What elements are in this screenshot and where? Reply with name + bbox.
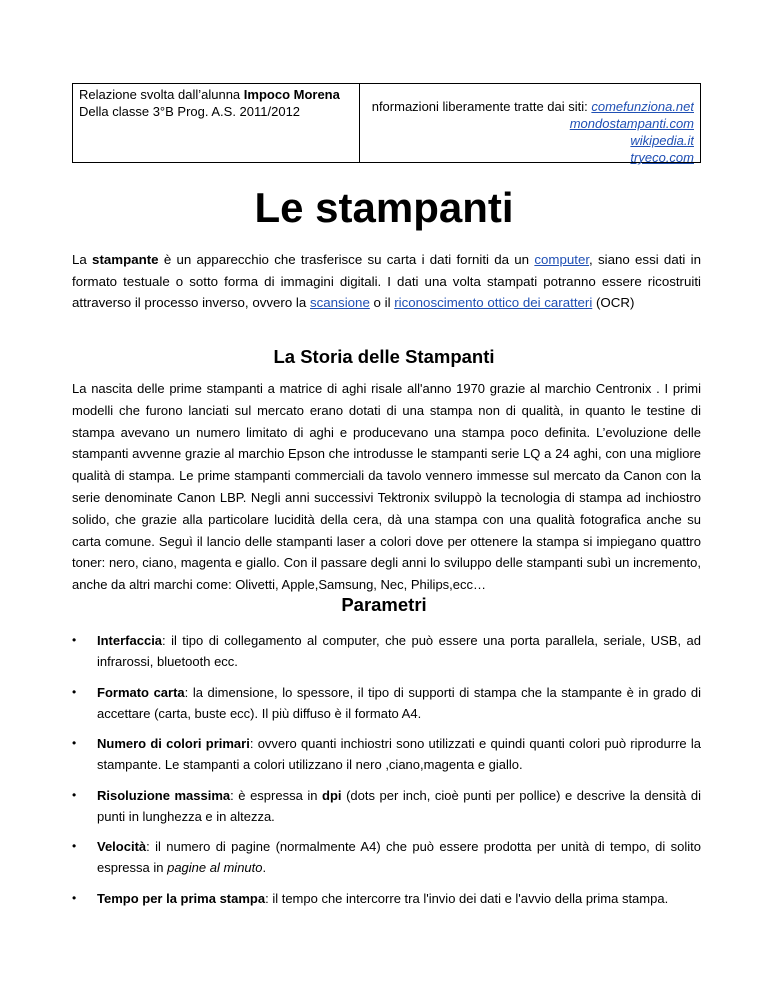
class-line: Della classe 3°B Prog. A.S. 2011/2012 <box>79 104 301 119</box>
bullet-icon: • <box>72 736 77 750</box>
link-computer[interactable]: computer <box>534 252 590 267</box>
list-item: • Tempo per la prima stampa: il tempo che intercorre tra l'invio dei dati e l'avvio della prima stampa. <box>72 888 701 909</box>
params-heading: Parametri <box>341 594 427 615</box>
history-heading: La Storia delle Stampanti <box>273 346 495 367</box>
link-scansione[interactable]: scansione <box>309 295 370 310</box>
sources-label: nformazioni liberamente tratte dai siti: <box>371 99 592 114</box>
list-item: • Formato carta: la dimensione, lo spessore, il tipo di supporti di stampa che la stampante è in grado di accettare (carta, buste ecc). Il più diffuso è il formato A4. <box>72 682 701 724</box>
list-item: • Interfaccia: il tipo di collegamento al computer, che può essere una porta parallela, seriale, USB, ad infrarossi, bluetooth ecc. <box>72 630 701 672</box>
list-item: • Numero di colori primari: ovvero quanti inchiostri sono utilizzati e quindi quanti colori può riprodurre la stampante. Le stampanti a colori utilizzano il nero ,ciano,magenta e giallo. <box>72 733 701 775</box>
sources-line <box>358 98 694 115</box>
author-line: Relazione svolta dall’alunna Impoco Morena <box>79 87 340 102</box>
list-item: • Velocità: il numero di pagine (normalmente A4) che può essere prodotta per unità di tempo, di solito espressa in pagine al minuto. <box>72 836 701 878</box>
bullet-icon: • <box>72 839 77 853</box>
bullet-icon: • <box>72 787 77 802</box>
intro-term: stampante <box>92 252 159 267</box>
intro-paragraph: La stampante è un apparecchio che trasferisce su carta i dati forniti da un computer, siano essi dati in formato testuale o sotto forma di immagini digitali. I dati una volta stampati potranno essere ricostruiti attraverso il processo inverso, ovvero la scansione o il riconoscimento ottico dei caratteri (OCR) <box>72 252 701 310</box>
bullet-icon: • <box>72 633 77 647</box>
header-sources-cell <box>360 84 700 165</box>
list-item: • Risoluzione massima: è espressa in dpi (dots per inch, cioè punti per pollice) e descrive la densità di punti in lunghezza e in altezza. <box>72 785 701 827</box>
bullet-icon: • <box>72 684 77 699</box>
params-list <box>72 630 701 918</box>
source-link-tryeco[interactable]: tryeco.com <box>630 150 694 165</box>
source-link-mondostampanti[interactable]: mondostampanti.com <box>569 116 694 131</box>
source-link-comefunziona[interactable]: comefunziona.net <box>591 99 694 114</box>
history-paragraph: La nascita delle prime stampanti a matrice di aghi risale all'anno 1970 grazie al marchio Centronix . I primi modelli che furono lanciati sul mercato erano dotati di una stampa non di qualità, in quanto le testine di stampa avevano un numero limitato di aghi e producevano una stampa poco definita. L’evoluzione delle stampanti avvenne grazie al marchio Epson che introdusse le stampanti serie LQ a 24 aghi, con una migliore qualità di stampa. Le prime stampanti commerciali da tavolo vennero immesse sul mercato da Canon con la serie denominate Canon LBP. Negli anni successivi Tektronix sviluppò la tecnologia di stampa ad inchiostro solido, che grazie alla particolare lucidità della cera, dà una stampa con una qualità fotografica anche su carta comune. Seguì il lancio delle stampanti laser a colori dove per ottenere la stampa si impiegano quattro toner: nero, ciano, magenta e giallo. Con il passare degli anni lo sviluppo delle stampanti subì un incremento, anche da altri marchi come: Olivetti, Apple,Samsung, Nec, Philips,ecc… <box>72 381 701 593</box>
header-table <box>72 83 701 163</box>
author-name: Impoco Morena <box>243 87 340 102</box>
link-ocr[interactable]: riconoscimento ottico dei caratteri <box>394 295 593 310</box>
page-title: Le stampanti <box>254 184 514 231</box>
bullet-icon: • <box>72 890 77 905</box>
header-author-cell <box>73 84 360 162</box>
source-link-wikipedia[interactable]: wikipedia.it <box>630 133 694 148</box>
